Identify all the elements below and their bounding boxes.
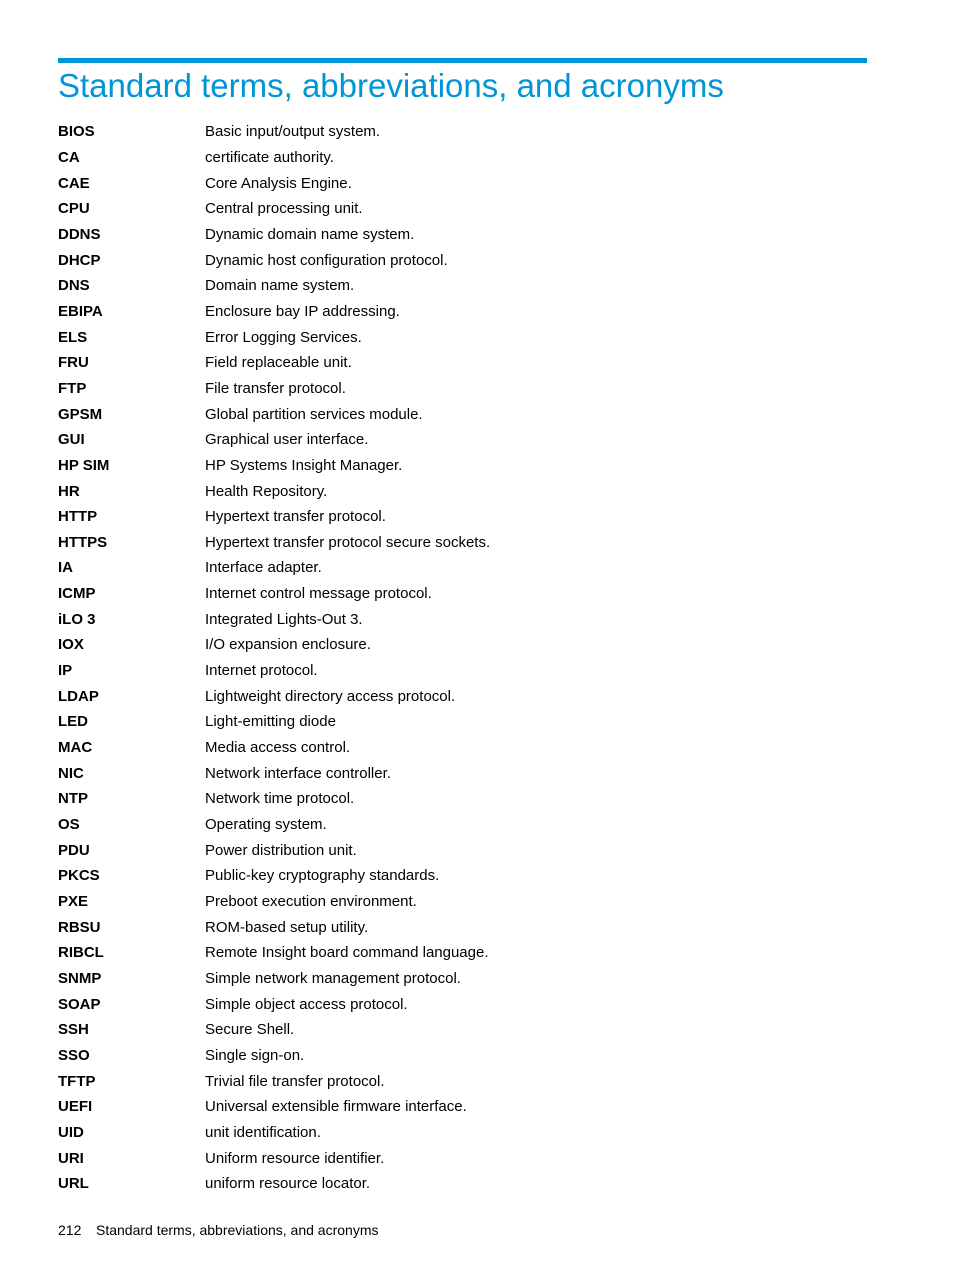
glossary-term: IP — [58, 662, 73, 680]
glossary-term: DNS — [58, 277, 90, 295]
glossary-entry — [58, 863, 867, 889]
glossary-definition: HP Systems Insight Manager. — [205, 456, 403, 474]
glossary-entry — [58, 683, 867, 709]
glossary-entry — [58, 1120, 867, 1146]
glossary-entry — [58, 581, 867, 607]
glossary-definition: certificate authority. — [205, 148, 334, 166]
glossary-entry — [58, 914, 867, 940]
glossary-term: SNMP — [58, 969, 102, 987]
glossary-entry — [58, 1145, 867, 1171]
glossary-definition: Operating system. — [205, 816, 327, 834]
glossary-definition: Error Logging Services. — [205, 328, 362, 346]
title-rule — [58, 58, 867, 63]
glossary-definition: Simple object access protocol. — [205, 995, 408, 1013]
glossary-entry — [58, 658, 867, 684]
glossary-term: GUI — [58, 431, 85, 449]
page-footer — [58, 1222, 378, 1238]
glossary-term: ELS — [58, 328, 88, 346]
glossary-term: iLO 3 — [58, 610, 96, 628]
glossary-term: FTP — [58, 379, 87, 397]
glossary-entry — [58, 401, 867, 427]
glossary-entry — [58, 606, 867, 632]
glossary-definition: Hypertext transfer protocol secure sockets. — [205, 533, 491, 551]
glossary-entry — [58, 889, 867, 915]
glossary-term: ICMP — [58, 585, 96, 603]
glossary-entry — [58, 222, 867, 248]
glossary-definition: Dynamic host configuration protocol. — [205, 251, 448, 269]
glossary-term: PKCS — [58, 867, 100, 885]
glossary-term: PDU — [58, 841, 90, 859]
glossary-term: IA — [58, 559, 73, 577]
glossary-definition: Network interface controller. — [205, 764, 391, 782]
glossary-entry — [58, 1094, 867, 1120]
page-title: Standard terms, abbreviations, and acronyms — [58, 67, 724, 104]
glossary-entry — [58, 1043, 867, 1069]
glossary-entry — [58, 324, 867, 350]
glossary-definition: Uniform resource identifier. — [205, 1149, 385, 1167]
glossary-definition: Preboot execution environment. — [205, 893, 417, 911]
glossary-term: EBIPA — [58, 302, 103, 320]
glossary-entry — [58, 196, 867, 222]
glossary-definition: Domain name system. — [205, 277, 355, 295]
glossary-entry — [58, 1017, 867, 1043]
glossary-definition: unit identification. — [205, 1123, 321, 1141]
glossary-term: SOAP — [58, 995, 101, 1013]
glossary-definition: Interface adapter. — [205, 559, 322, 577]
glossary-entry — [58, 940, 867, 966]
glossary-entry — [58, 709, 867, 735]
glossary-entry — [58, 632, 867, 658]
glossary-term: HP SIM — [58, 456, 110, 474]
glossary-term: RIBCL — [58, 944, 104, 962]
running-title: Standard terms, abbreviations, and acronyms — [96, 1222, 379, 1238]
glossary-definition: Integrated Lights-Out 3. — [205, 610, 363, 628]
glossary-definition: Health Repository. — [205, 482, 328, 500]
glossary-entry — [58, 453, 867, 479]
glossary-term: HTTP — [58, 508, 98, 526]
glossary-entry — [58, 1068, 867, 1094]
glossary-entry — [58, 350, 867, 376]
glossary-term: SSO — [58, 1046, 90, 1064]
glossary-list — [58, 119, 867, 1197]
glossary-term: TFTP — [58, 1072, 96, 1090]
glossary-term: LED — [58, 713, 88, 731]
glossary-term: RBSU — [58, 918, 101, 936]
glossary-definition: Internet protocol. — [205, 662, 318, 680]
glossary-entry — [58, 478, 867, 504]
glossary-term: LDAP — [58, 687, 99, 705]
glossary-definition: Power distribution unit. — [205, 841, 357, 859]
glossary-definition: Lightweight directory access protocol. — [205, 687, 456, 705]
glossary-term: NTP — [58, 790, 88, 808]
glossary-entry — [58, 299, 867, 325]
glossary-definition: Single sign-on. — [205, 1046, 305, 1064]
glossary-entry — [58, 555, 867, 581]
glossary-entry — [58, 273, 867, 299]
glossary-definition: Central processing unit. — [205, 200, 363, 218]
glossary-term: FRU — [58, 354, 89, 372]
glossary-term: UID — [58, 1123, 84, 1141]
glossary-definition: File transfer protocol. — [205, 379, 346, 397]
glossary-entry — [58, 145, 867, 171]
glossary-entry — [58, 837, 867, 863]
glossary-definition: Public-key cryptography standards. — [205, 867, 440, 885]
glossary-definition: Universal extensible firmware interface. — [205, 1098, 467, 1116]
glossary-term: DHCP — [58, 251, 101, 269]
glossary-entry — [58, 966, 867, 992]
glossary-term: HTTPS — [58, 533, 108, 551]
glossary-entry — [58, 427, 867, 453]
glossary-definition: Dynamic domain name system. — [205, 225, 415, 243]
glossary-term: URI — [58, 1149, 84, 1167]
glossary-entry — [58, 119, 867, 145]
glossary-definition: Light-emitting diode — [205, 713, 336, 731]
glossary-term: UEFI — [58, 1098, 93, 1116]
glossary-term: MAC — [58, 739, 93, 757]
glossary-term: SSH — [58, 1021, 89, 1039]
glossary-term: HR — [58, 482, 80, 500]
glossary-definition: I/O expansion enclosure. — [205, 636, 371, 654]
glossary-term: CPU — [58, 200, 90, 218]
glossary-definition: Core Analysis Engine. — [205, 174, 352, 192]
glossary-entry — [58, 735, 867, 761]
glossary-entry — [58, 530, 867, 556]
glossary-definition: Simple network management protocol. — [205, 969, 461, 987]
glossary-definition: Media access control. — [205, 739, 351, 757]
glossary-definition: Global partition services module. — [205, 405, 423, 423]
glossary-definition: Basic input/output system. — [205, 123, 381, 141]
glossary-term: CAE — [58, 174, 90, 192]
glossary-definition: Enclosure bay IP addressing. — [205, 302, 400, 320]
glossary-definition: Secure Shell. — [205, 1021, 295, 1039]
glossary-definition: ROM-based setup utility. — [205, 918, 369, 936]
glossary-term: IOX — [58, 636, 84, 654]
glossary-entry — [58, 376, 867, 402]
page-number: 212 — [58, 1222, 82, 1238]
glossary-definition: Hypertext transfer protocol. — [205, 508, 386, 526]
glossary-term: BIOS — [58, 123, 95, 141]
glossary-term: NIC — [58, 764, 84, 782]
glossary-definition: Trivial file transfer protocol. — [205, 1072, 385, 1090]
glossary-entry — [58, 504, 867, 530]
glossary-entry — [58, 760, 867, 786]
glossary-term: PXE — [58, 893, 89, 911]
glossary-definition: uniform resource locator. — [205, 1175, 371, 1193]
glossary-entry — [58, 991, 867, 1017]
glossary-entry — [58, 786, 867, 812]
glossary-entry — [58, 1171, 867, 1197]
glossary-term: URL — [58, 1175, 89, 1193]
glossary-entry — [58, 247, 867, 273]
glossary-entry — [58, 812, 867, 838]
glossary-definition: Remote Insight board command language. — [205, 944, 489, 962]
glossary-definition: Graphical user interface. — [205, 431, 369, 449]
glossary-definition: Field replaceable unit. — [205, 354, 352, 372]
glossary-entry — [58, 170, 867, 196]
glossary-definition: Internet control message protocol. — [205, 585, 432, 603]
glossary-term: OS — [58, 816, 80, 834]
glossary-definition: Network time protocol. — [205, 790, 355, 808]
glossary-term: GPSM — [58, 405, 103, 423]
glossary-term: DDNS — [58, 225, 101, 243]
glossary-term: CA — [58, 148, 80, 166]
